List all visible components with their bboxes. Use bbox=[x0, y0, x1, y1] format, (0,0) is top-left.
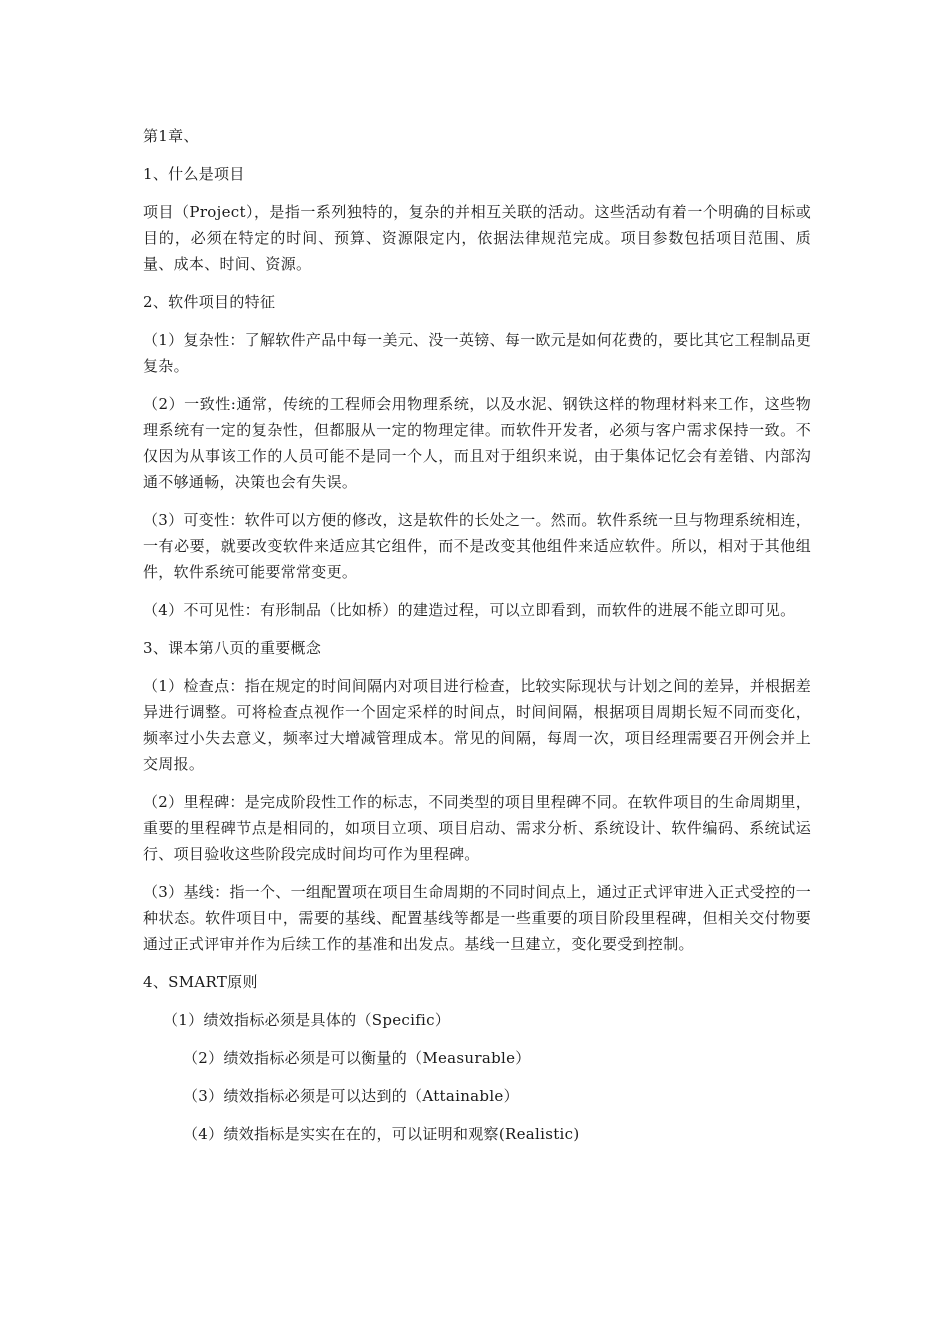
section-1-paragraph: 项目（Project），是指一系列独特的，复杂的并相互关联的活动。这些活动有着一个明确的目标或目的，必须在特定的时间、预算、资源限定内，依据法律规范完成。项目参数包括项目范围、质量、成本、时间、资源。 bbox=[143, 203, 811, 273]
section-1-title: 1、什么是项目 bbox=[143, 165, 245, 183]
section-3-item-milestone: （2）里程碑：是完成阶段性工作的标志，不同类型的项目里程碑不同。在软件项目的生命周期里，重要的里程碑节点是相同的，如项目立项、项目启动、需求分析、系统设计、软件编码、系统试运行、项目验收这些阶段完成时间均可作为里程碑。 bbox=[143, 793, 811, 863]
section-2-item-invisibility: （4）不可见性：有形制品（比如桥）的建造过程，可以立即看到，而软件的进展不能立即可见。 bbox=[143, 601, 796, 619]
section-2-title: 2、软件项目的特征 bbox=[143, 293, 276, 311]
section-2-item-changeability: （3）可变性：软件可以方便的修改，这是软件的长处之一。然而。软件系统一旦与物理系统相连，一有必要，就要改变软件来适应其它组件，而不是改变其他组件来适应软件。所以，相对于其他组件，软件系统可能要常常变更。 bbox=[143, 511, 811, 581]
section-4-title: 4、SMART原则 bbox=[143, 973, 258, 991]
smart-item-realistic: （4）绩效指标是实实在在的，可以证明和观察(Realistic) bbox=[183, 1125, 580, 1143]
smart-item-attainable: （3）绩效指标必须是可以达到的（Attainable） bbox=[183, 1087, 519, 1105]
smart-item-specific: （1）绩效指标必须是具体的（Specific） bbox=[163, 1011, 451, 1029]
section-3-item-checkpoint: （1）检查点：指在规定的时间间隔内对项目进行检查，比较实际现状与计划之间的差异，并根据差异进行调整。可将检查点视作一个固定采样的时间点，时间间隔，根据项目周期长短不同而变化，频率过小失去意义，频率过大增减管理成本。常见的间隔，每周一次，项目经理需要召开例会并上交周报。 bbox=[143, 677, 811, 773]
section-2-item-complexity: （1）复杂性：了解软件产品中每一美元、没一英镑、每一欧元是如何花费的，要比其它工程制品更复杂。 bbox=[143, 331, 811, 375]
document-body bbox=[143, 123, 811, 1159]
section-3-title: 3、课本第八页的重要概念 bbox=[143, 639, 322, 657]
section-2-item-conformity: （2）一致性:通常，传统的工程师会用物理系统，以及水泥、钢铁这样的物理材料来工作，这些物理系统有一定的复杂性，但都服从一定的物理定律。而软件开发者，必须与客户需求保持一致。不仅因为从事该工作的人员可能不是同一个人，而且对于组织来说，由于集体记忆会有差错、内部沟通不够通畅，决策也会有失误。 bbox=[143, 395, 811, 491]
section-3-item-baseline: （3）基线：指一个、一组配置项在项目生命周期的不同时间点上，通过正式评审进入正式受控的一种状态。软件项目中，需要的基线、配置基线等都是一些重要的项目阶段里程碑，但相关交付物要通过正式评审并作为后续工作的基准和出发点。基线一旦建立，变化要受到控制。 bbox=[143, 883, 811, 953]
smart-item-measurable: （2）绩效指标必须是可以衡量的（Measurable） bbox=[183, 1049, 531, 1067]
chapter-heading: 第1章、 bbox=[143, 127, 199, 145]
